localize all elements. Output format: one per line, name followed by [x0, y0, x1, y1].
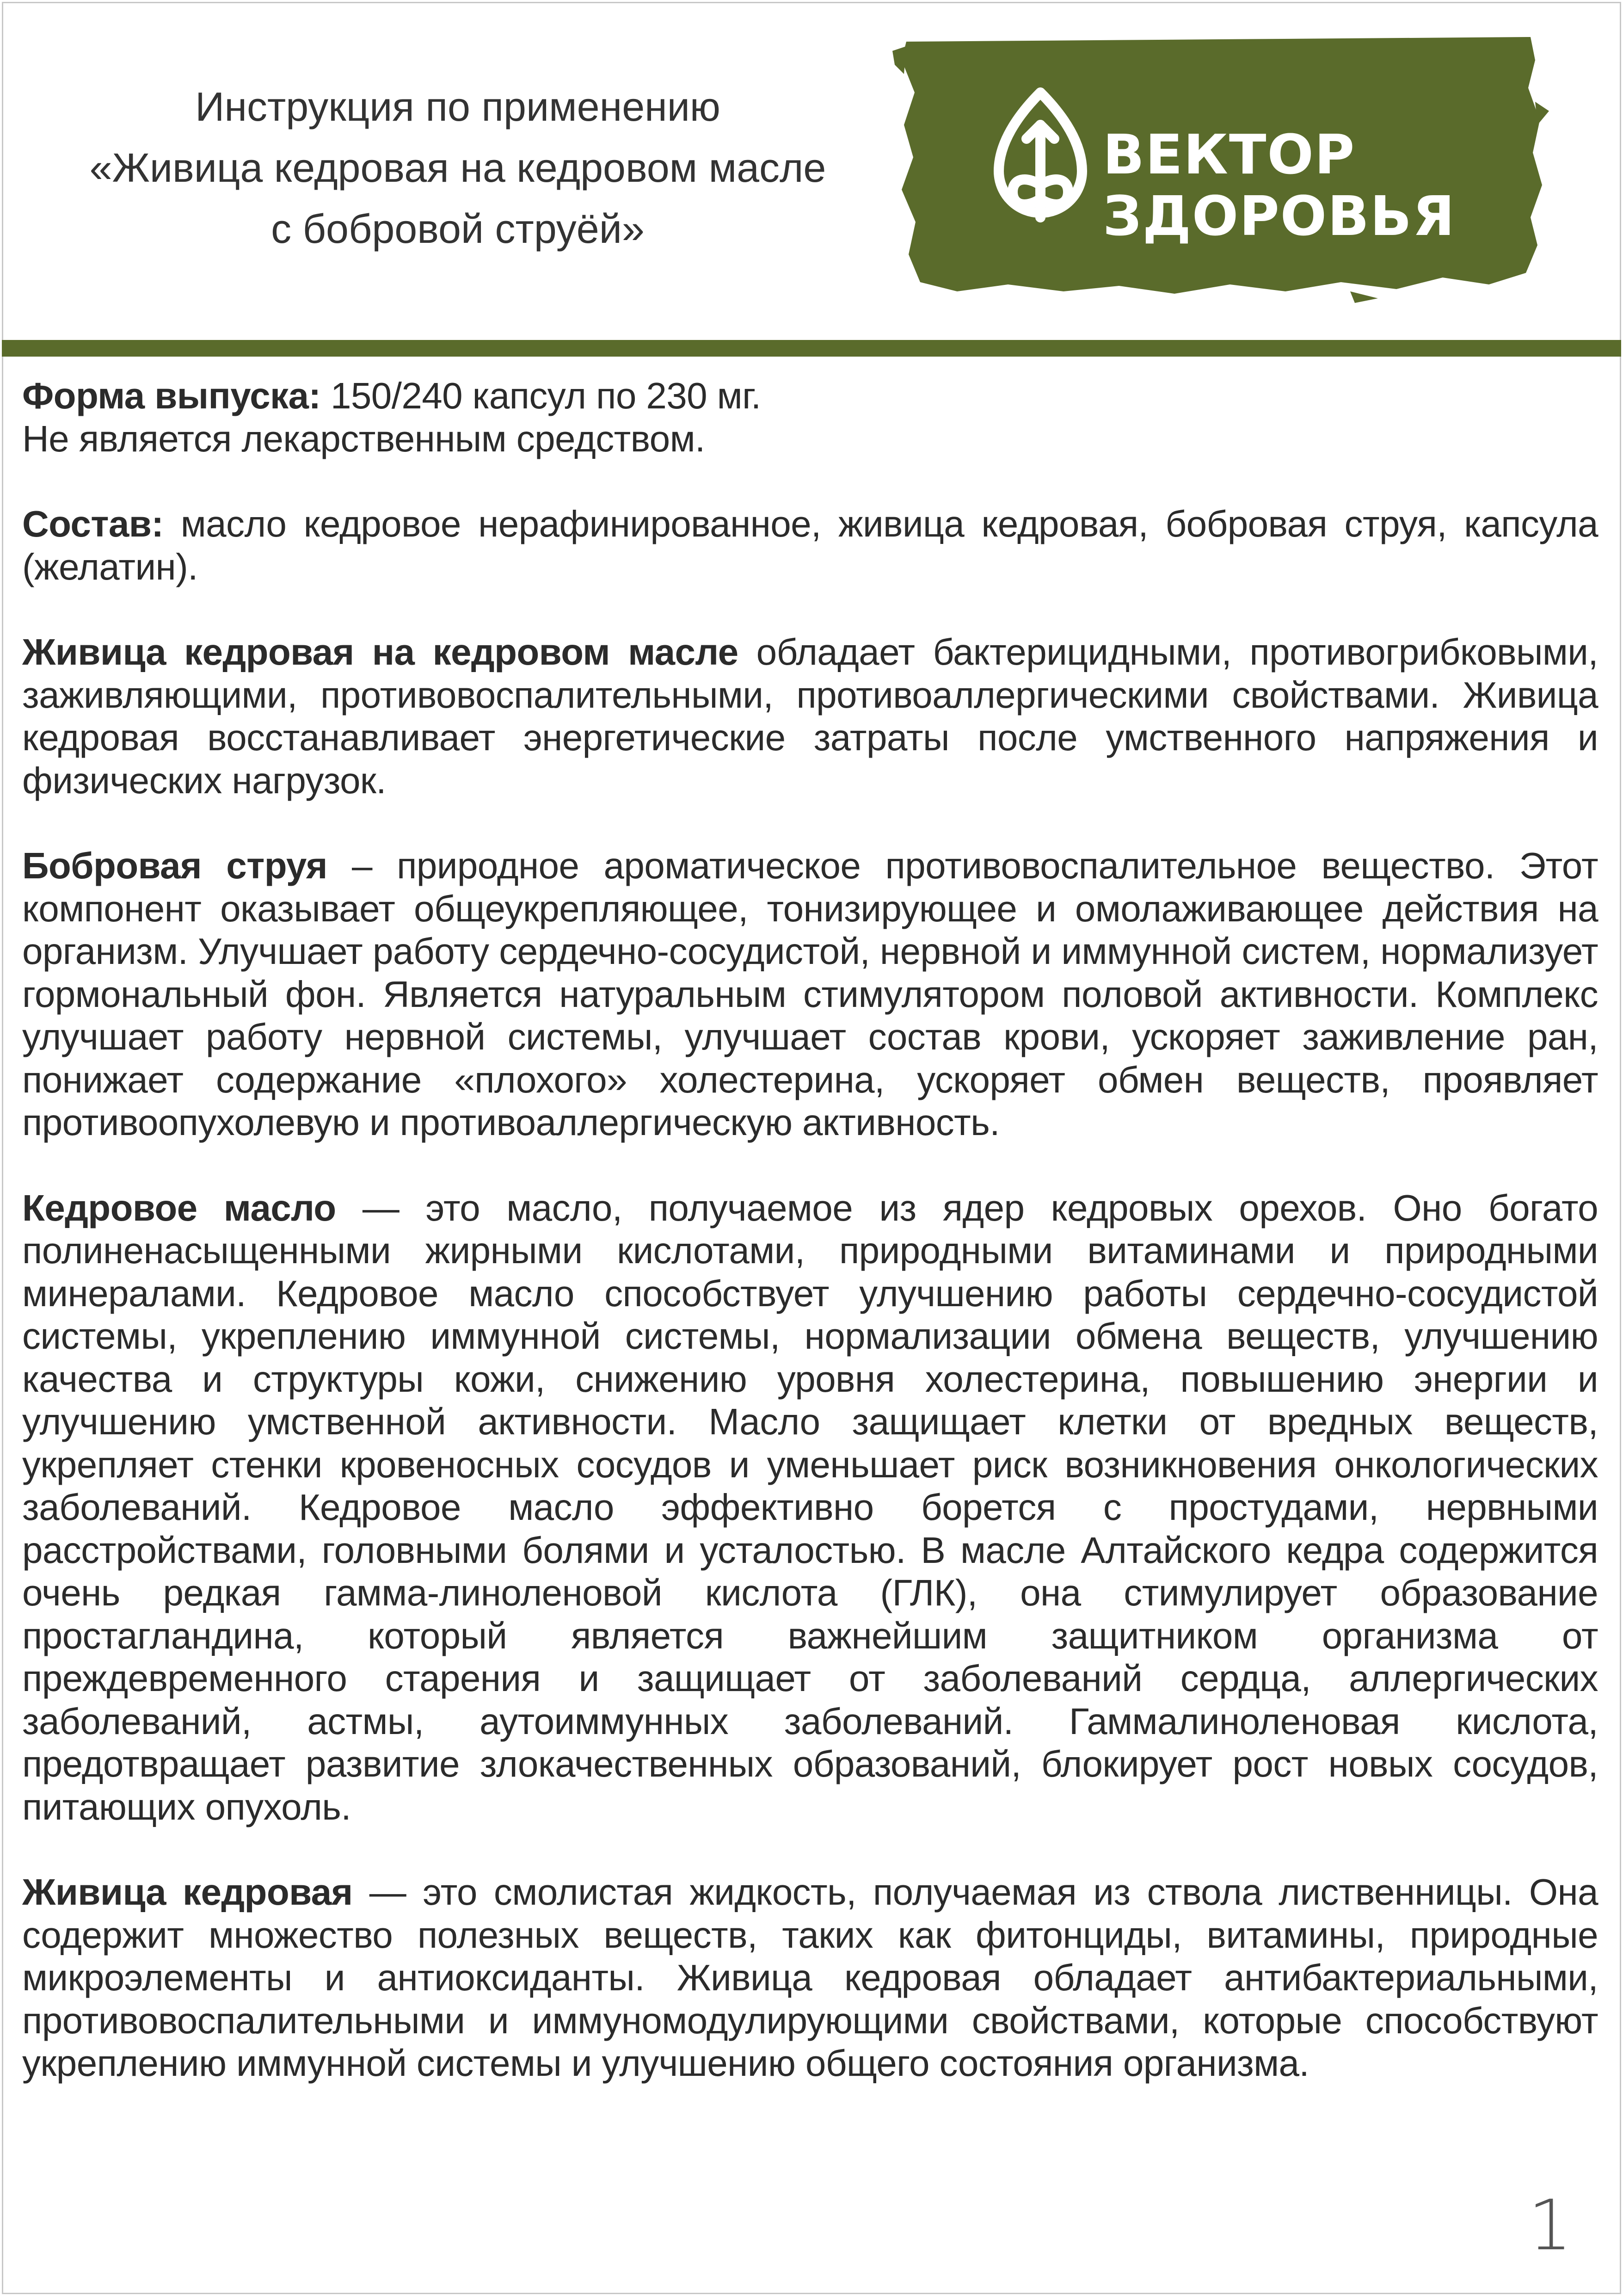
- section-beaver: [22, 845, 1598, 1144]
- section-form: [22, 375, 1598, 460]
- form-title: Форма выпуска:: [22, 375, 321, 416]
- zhivitsa-oil-title: Живица кедровая на кедровом масле: [22, 631, 738, 673]
- logo-line-2: ЗДОРОВЬЯ: [1103, 184, 1456, 248]
- cedar-oil-text: — это масло, получаемое из ядер кедровых орехов. Оно богато полиненасыщенными жирными кислотами, природными витаминами и природными минералами. Кедровое масло способствует улучшению работы сердечно-сосудистой системы, укреплению иммунной системы, нормализации обмена веществ, улучшению качества и структуры кожи, снижению уровня холестерина, повышению энергии и улучшению умственной активности. Масло защищает клетки от вредных веществ, укрепляет стенки кровеносных сосудов и уменьшает риск возникновения онкологических заболеваний. Кедровое масло эффективно борется с простудами, нервными расстройствами, головными болями и усталостью. В масле Алтайского кедра содержится очень редкая гамма-линоленовой кислота (ГЛК), она стимулирует образование простагландина, который является важнейшим защитником организма от преждевременного старения и защищает от заболеваний сердца, аллергических заболеваний, астмы, аутоиммунных заболеваний. Гаммалиноленовая кислота, предотвращает развитие злокачественных образований, блокирует рост новых сосудов, питающих опухоль.: [22, 1187, 1598, 1827]
- section-zhivitsa: [22, 1871, 1598, 2085]
- title-line-2: «Живица кедровая на кедровом масле: [89, 145, 826, 191]
- title-line-1: Инструкция по применению: [195, 84, 720, 130]
- section-cedar-oil: [22, 1187, 1598, 1829]
- beaver-title: Бобровая струя: [22, 845, 327, 886]
- zhivitsa-title: Живица кедровая: [22, 1871, 353, 1913]
- header-divider: [2, 340, 1621, 357]
- form-text: 150/240 капсул по 230 мг.: [320, 375, 761, 416]
- brand-logo: [888, 32, 1572, 310]
- title-line-3: с бобровой струёй»: [271, 206, 645, 252]
- section-zhivitsa-oil: [22, 631, 1598, 802]
- zhivitsa-oil-text: обладает бактерицидными, противогрибковыми, заживляющими, противовоспалительными, противоаллергическими свойствами. Живица кедровая восстанавливает энергетические затраты после умственного напряжения и физических нагрузок.: [22, 631, 1598, 801]
- instruction-body: [22, 375, 1598, 2128]
- document-title: [18, 76, 897, 259]
- section-composition: [22, 503, 1598, 588]
- logo-line-1: ВЕКТОР: [1103, 123, 1356, 186]
- cedar-oil-title: Кедровое масло: [22, 1187, 336, 1228]
- zhivitsa-text: — это смолистая жидкость, получаемая из ствола лиственницы. Она содержит множество полезных веществ, таких как фитонциды, витамины, природные микроэлементы и антиоксиданты. Живица кедровая обладает антибактериальными, противовоспалительными и иммуномодулирующими свойствами, которые способствуют укреплению иммунной системы и улучшению общего состояния организма.: [22, 1871, 1598, 2084]
- form-note: Не является лекарственным средством.: [22, 418, 705, 459]
- composition-title: Состав:: [22, 503, 164, 544]
- composition-text: масло кедровое нерафинированное, живица кедровая, бобровая струя, капсула (желатин).: [22, 503, 1598, 587]
- page-number: 1: [1528, 2185, 1572, 2266]
- beaver-text: – природное ароматическое противовоспалительное вещество. Этот компонент оказывает общеукрепляющее, тонизирующее и омолаживающее действия на организм. Улучшает работу сердечно-сосудистой, нервной и иммунной систем, нормализует гормональный фон. Является натуральным стимулятором половой активности. Комплекс улучшает работу нервной системы, улучшает состав крови, ускоряет заживление ран, понижает содержание «плохого» холестерина, ускоряет обмен веществ, проявляет противоопухолевую и противоаллергическую активность.: [22, 845, 1598, 1143]
